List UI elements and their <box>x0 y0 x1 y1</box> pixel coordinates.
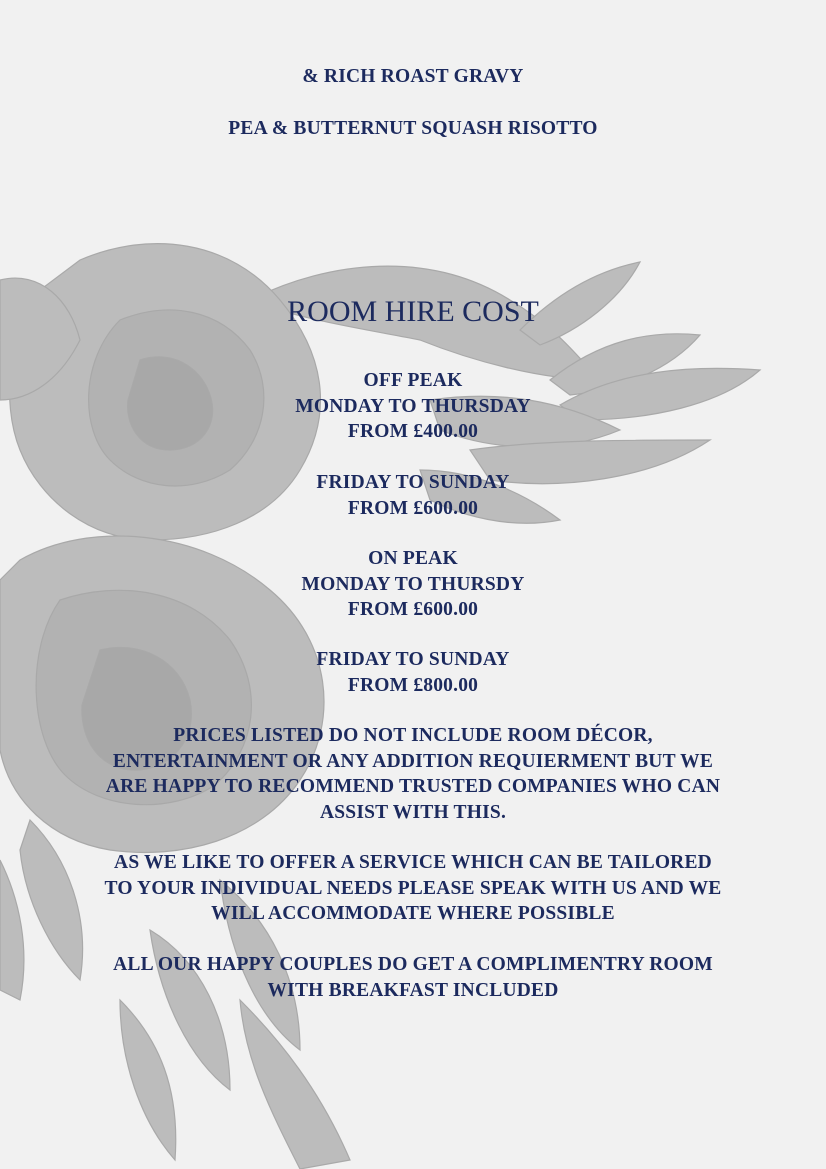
off-peak-label: OFF PEAK <box>363 370 463 391</box>
couples-note-line: WITH BREAKFAST INCLUDED <box>267 979 559 1001</box>
prices-note-line: PRICES LISTED DO NOT INCLUDE ROOM DÉCOR, <box>173 725 653 746</box>
off-peak-weekday-days: MONDAY TO THURSDAY <box>295 395 531 417</box>
on-peak-weekday-days: MONDAY TO THURSDY <box>301 573 525 595</box>
menu-item-gravy: & RICH ROAST GRAVY <box>302 66 524 87</box>
on-peak-weekend <box>0 647 826 698</box>
service-note-line: TO YOUR INDIVIDUAL NEEDS PLEASE SPEAK WITH US AND WE <box>104 877 722 899</box>
on-peak-weekend-price: FROM £800.00 <box>347 674 479 696</box>
off-peak-weekend-days: FRIDAY TO SUNDAY <box>316 472 510 493</box>
service-note-line: AS WE LIKE TO OFFER A SERVICE WHICH CAN BE TAILORED <box>114 852 712 873</box>
off-peak-weekend-price: FROM £600.00 <box>347 497 479 519</box>
service-note-line: WILL ACCOMMODATE WHERE POSSIBLE <box>211 903 615 924</box>
prices-note-line: ENTERTAINMENT OR ANY ADDITION REQUIERMENT BUT WE <box>112 750 714 772</box>
off-peak-weekend <box>0 470 826 521</box>
off-peak-weekday-price: FROM £400.00 <box>347 421 479 442</box>
on-peak-weekend-days: FRIDAY TO SUNDAY <box>316 649 510 670</box>
couples-note <box>0 952 826 1003</box>
prices-note <box>0 723 826 825</box>
prices-note-line: ARE HAPPY TO RECOMMEND TRUSTED COMPANIES WHO CAN <box>105 776 721 797</box>
menu-item-risotto: PEA & BUTTERNUT SQUASH RISOTTO <box>228 118 598 139</box>
on-peak-weekday-price: FROM £600.00 <box>347 599 479 620</box>
page-title: ROOM HIRE COST <box>287 295 539 328</box>
off-peak-weekday <box>0 368 826 445</box>
prices-note-line: ASSIST WITH THIS. <box>319 801 507 823</box>
couples-note-line: ALL OUR HAPPY COUPLES DO GET A COMPLIMENTRY ROOM <box>113 954 713 975</box>
on-peak-label: ON PEAK <box>368 548 458 569</box>
service-note <box>0 850 826 927</box>
on-peak-weekday <box>0 546 826 623</box>
